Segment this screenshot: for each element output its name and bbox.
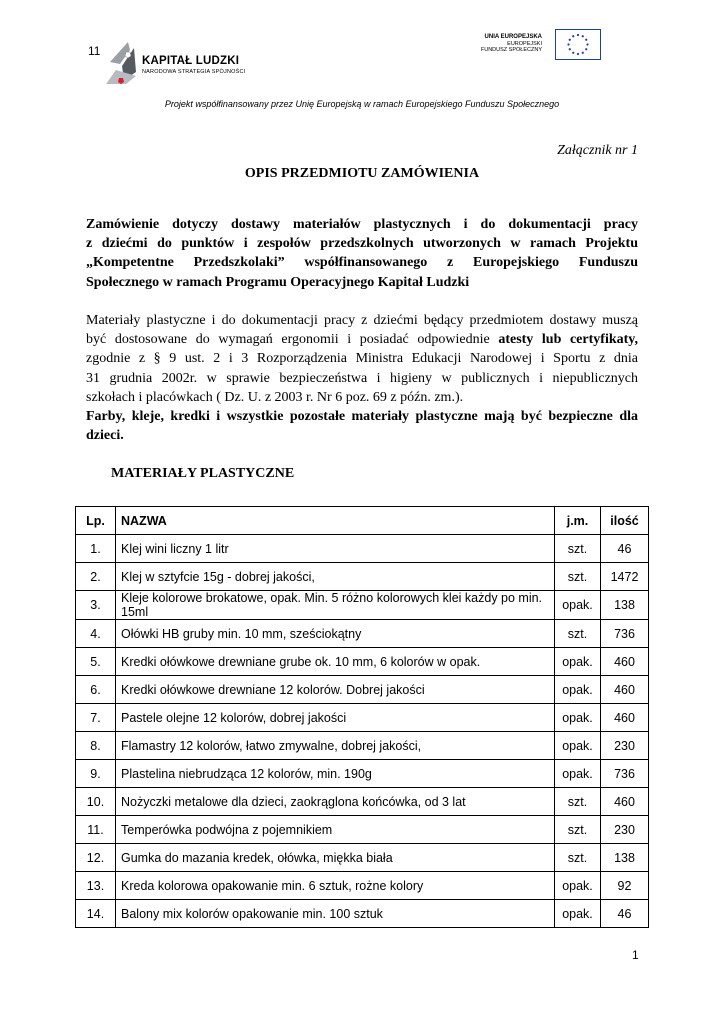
eu-line-1: UNIA EUROPEJSKA <box>484 34 542 40</box>
cell-qty: 46 <box>601 535 649 563</box>
intro-line: Społecznego w ramach Programu Operacyjnego Kapitał Ludzki <box>86 274 470 290</box>
cell-name: Kleje kolorowe brokatowe, opak. Min. 5 różno kolorowych klei każdy po min. 15ml <box>116 591 555 620</box>
eu-star-icon <box>572 35 574 37</box>
table-header-row <box>76 507 649 535</box>
table-row <box>76 732 649 760</box>
cell-unit: opak. <box>555 872 601 900</box>
cell-unit: opak. <box>555 900 601 928</box>
table-row <box>76 872 649 900</box>
cell-qty: 736 <box>601 620 649 648</box>
table-row <box>76 563 649 591</box>
cell-qty: 736 <box>601 760 649 788</box>
cell-unit: opak. <box>555 704 601 732</box>
cell-qty: 460 <box>601 704 649 732</box>
table-row <box>76 844 649 872</box>
intro-line: Zamówienie dotyczy dostawy materiałów plastycznych i do dokumentacji pracy <box>86 217 638 232</box>
cell-qty: 460 <box>601 676 649 704</box>
table-row <box>76 816 649 844</box>
cell-unit: opak. <box>555 676 601 704</box>
cell-lp: 10. <box>76 788 116 816</box>
cell-qty: 46 <box>601 900 649 928</box>
cell-unit: szt. <box>555 816 601 844</box>
cell-lp: 11. <box>76 816 116 844</box>
eu-star-icon <box>577 53 579 55</box>
cell-name: Ołówki HB gruby min. 10 mm, sześciokątny <box>116 620 555 648</box>
cell-name: Klej wini liczny 1 litr <box>116 535 555 563</box>
table-row <box>76 535 649 563</box>
eu-star-icon <box>582 52 584 54</box>
cell-qty: 460 <box>601 788 649 816</box>
cell-qty: 92 <box>601 872 649 900</box>
eu-star-icon <box>572 52 574 54</box>
cell-lp: 9. <box>76 760 116 788</box>
header-name: NAZWA <box>116 507 555 535</box>
eu-label <box>481 34 542 54</box>
req-line-2a: być dostosowane do wymagań ergonomii i posiadać odpowiednie <box>86 332 490 348</box>
cell-lp: 4. <box>76 620 116 648</box>
eu-star-icon <box>585 39 587 41</box>
table-row <box>76 591 649 620</box>
table-row <box>76 704 649 732</box>
cell-name: Pastele olejne 12 kolorów, dobrej jakości <box>116 704 555 732</box>
eu-line-2: EUROPEJSKI <box>507 40 542 47</box>
table-row <box>76 648 649 676</box>
cell-unit: opak. <box>555 732 601 760</box>
cell-name: Klej w sztyfcie 15g - dobrej jakości, <box>116 563 555 591</box>
cell-qty: 138 <box>601 591 649 620</box>
table-row <box>76 900 649 928</box>
cell-lp: 5. <box>76 648 116 676</box>
logo-title: KAPITAŁ LUDZKI <box>142 55 240 67</box>
cell-unit: opak. <box>555 760 601 788</box>
eu-star-icon <box>582 35 584 37</box>
eu-line-3: FUNDUSZ SPOŁECZNY <box>480 47 542 54</box>
cell-lp: 2. <box>76 563 116 591</box>
cell-name: Kredki ołówkowe drewniane grube ok. 10 mm, 6 kolorów w opak. <box>116 648 555 676</box>
cell-name: Plastelina niebrudząca 12 kolorów, min. 190g <box>116 760 555 788</box>
cell-qty: 460 <box>601 648 649 676</box>
cell-lp: 3. <box>76 591 116 620</box>
cell-name: Kreda kolorowa opakowanie min. 6 sztuk, rożne kolory <box>116 872 555 900</box>
req-line-1: Materiały plastyczne i do dokumentacji pracy z dziećmi będący przedmiotem dostawy muszą <box>86 313 638 328</box>
table-row <box>76 760 649 788</box>
cell-name: Gumka do mazania kredek, ołówka, miękka biała <box>116 844 555 872</box>
certificates-emphasis: atesty lub certyfikaty, <box>498 332 639 348</box>
eu-star-icon <box>567 43 569 45</box>
header-unit: j.m. <box>555 507 601 535</box>
cell-unit: szt. <box>555 563 601 591</box>
cell-lp: 13. <box>76 872 116 900</box>
eu-flag-icon <box>555 29 601 60</box>
intro-line: „Kompetentne Przedszkolaki” współfinansowanego z Europejskiego Funduszu <box>86 255 638 271</box>
cell-name: Balony mix kolorów opakowanie min. 100 sztuk <box>116 900 555 928</box>
cell-qty: 1472 <box>601 563 649 591</box>
cell-lp: 6. <box>76 676 116 704</box>
annex-label: Załącznik nr 1 <box>557 143 638 158</box>
cell-qty: 230 <box>601 732 649 760</box>
project-note: Projekt współfinansowany przez Unię Europejską w ramach Europejskiego Funduszu Społecznego <box>164 99 560 109</box>
corner-number: 11 <box>88 44 101 58</box>
eu-star-icon <box>586 43 588 45</box>
req-line-2 <box>86 330 638 349</box>
cell-lp: 1. <box>76 535 116 563</box>
cell-unit: opak. <box>555 591 601 620</box>
cell-unit: szt. <box>555 788 601 816</box>
cell-name: Flamastry 12 kolorów, łatwo zmywalne, dobrej jakości, <box>116 732 555 760</box>
req-line-4: 31 grudnia 2002r. w sprawie bezpieczeństwa i higieny w publicznych i niepublicznych <box>86 370 638 386</box>
table-row <box>76 788 649 816</box>
page-number: 1 <box>632 948 639 962</box>
table-row <box>76 620 649 648</box>
safety-line-2: dzieci. <box>86 428 124 444</box>
cell-lp: 8. <box>76 732 116 760</box>
cell-unit: opak. <box>555 648 601 676</box>
materials-table <box>75 506 649 928</box>
header-qty: ilość <box>601 507 649 535</box>
req-line-5: szkołach i placówkach ( Dz. U. z 2003 r. Nr 6 poz. 69 z późn. zm.). <box>86 389 464 405</box>
eu-star-icon <box>577 34 579 36</box>
cell-unit: szt. <box>555 844 601 872</box>
section-title: MATERIAŁY PLASTYCZNE <box>111 466 295 481</box>
header-lp: Lp. <box>76 507 116 535</box>
cell-lp: 12. <box>76 844 116 872</box>
table-row <box>76 676 649 704</box>
eu-star-icon <box>585 48 587 50</box>
safety-line-1: Farby, kleje, kredki i wszystkie pozostałe materiały plastyczne mają być bezpieczne dla <box>86 409 638 425</box>
intro-paragraph <box>86 215 638 292</box>
logo-subtitle: NARODOWA STRATEGIA SPÓJNOŚCI <box>142 69 246 75</box>
requirements-paragraph <box>86 311 638 445</box>
cell-lp: 7. <box>76 704 116 732</box>
cell-name: Nożyczki metalowe dla dzieci, zaokrąglona końcówka, od 3 lat <box>116 788 555 816</box>
cell-lp: 14. <box>76 900 116 928</box>
req-line-3: zgodnie z § 9 ust. 2 i 3 Rozporządzenia Ministra Edukacji Narodowej i Sportu z dnia <box>86 351 638 367</box>
document-title: OPIS PRZEDMIOTU ZAMÓWIENIA <box>244 166 480 181</box>
eu-star-icon <box>569 39 571 41</box>
intro-line: z dziećmi do punktów i zespołów przedszkolnych utworzonych w ramach Projektu <box>86 236 638 252</box>
eu-star-icon <box>569 48 571 50</box>
cell-name: Temperówka podwójna z pojemnikiem <box>116 816 555 844</box>
cell-unit: szt. <box>555 535 601 563</box>
cell-qty: 138 <box>601 844 649 872</box>
cell-qty: 230 <box>601 816 649 844</box>
cell-unit: szt. <box>555 620 601 648</box>
cell-name: Kredki ołówkowe drewniane 12 kolorów. Dobrej jakości <box>116 676 555 704</box>
